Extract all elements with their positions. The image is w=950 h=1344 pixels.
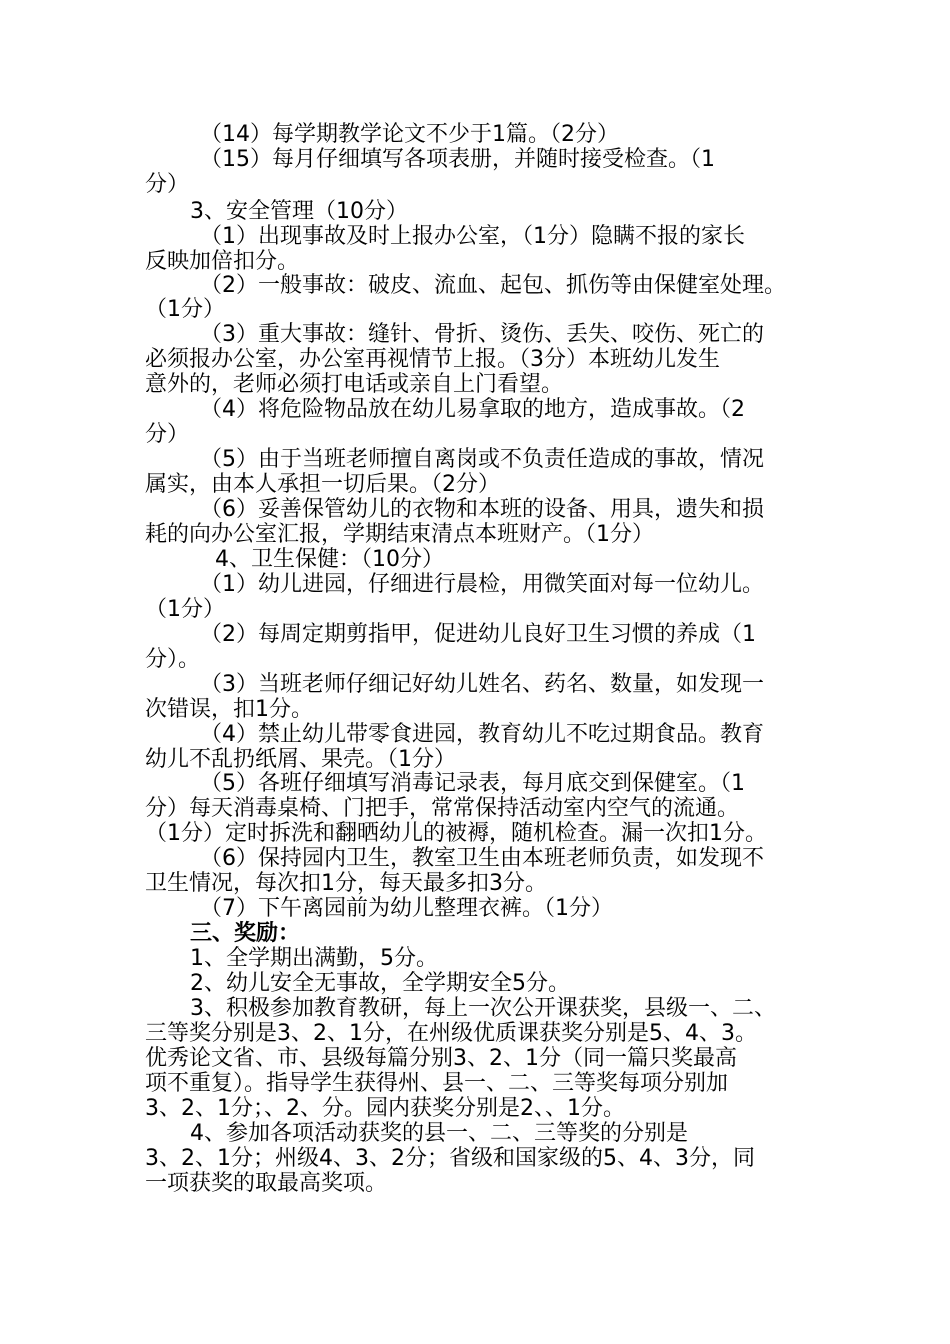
text-line: 卫生情况，每次扣1分，每天最多扣3分。 (145, 871, 547, 896)
text-line: 耗的向办公室汇报，学期结束清点本班财产。（1分） (145, 522, 654, 547)
text-line: （1分） (145, 297, 225, 322)
text-line: （5）由于当班老师擅自离岗或不负责任造成的事故，情况 (200, 447, 764, 472)
text-line: 3、积极参加教育教研，每上一次公开课获奖，县级一、二、 (190, 996, 776, 1021)
text-line: 三等奖分别是3、2、1分，在州级优质课获奖分别是5、4、3。 (145, 1021, 757, 1046)
section-heading: 4、卫生保健：（10分） (215, 547, 444, 572)
text-line: （7）下午离园前为幼儿整理衣裤。（1分） (200, 896, 613, 921)
text-line: 必须报办公室，办公室再视情节上报。（3分）本班幼儿发生 (145, 347, 720, 372)
text-line: 3、2、1分；、2、分。园内获奖分别是2、、1分。 (145, 1096, 625, 1121)
text-line: （5）各班仔细填写消毒记录表，每月底交到保健室。（1 (200, 771, 745, 796)
text-line: 3、2、1分；州级4、3、2分；省级和国家级的5、4、3分，同 (145, 1146, 755, 1171)
text-line: 2、幼儿安全无事故，全学期安全5分。 (190, 971, 570, 996)
text-line: 4、参加各项活动获奖的县一、二、三等奖的分别是 (190, 1121, 688, 1146)
text-line: （2）一般事故：破皮、流血、起包、抓伤等由保健室处理。 (200, 273, 786, 298)
text-line: 次错误，扣1分。 (145, 697, 313, 722)
text-line: 分） (145, 172, 190, 197)
text-line: （3）重大事故：缝针、骨折、烫伤、丢失、咬伤、死亡的 (200, 322, 764, 347)
text-line: 项不重复）。指导学生获得州、县一、二、三等奖每项分别加 (145, 1071, 729, 1096)
text-line: 一项获奖的取最高奖项。 (145, 1171, 388, 1196)
text-line: 分）每天消毒桌椅、门把手，常常保持活动室内空气的流通。 (145, 796, 740, 821)
text-line: 意外的，老师必须打电话或亲自上门看望。 (145, 372, 564, 397)
text-line: （4）禁止幼儿带零食进园，教育幼儿不吃过期食品。教育 (200, 722, 764, 747)
text-line: （1分）定时拆洗和翻晒幼儿的被褥，随机检查。漏一次扣1分。 (145, 821, 767, 846)
text-line: （6）妥善保管幼儿的衣物和本班的设备、用具，遗失和损 (200, 497, 764, 522)
text-line: （4）将危险物品放在幼儿易拿取的地方，造成事故。（2 (200, 397, 745, 422)
section-heading: 3、安全管理（10分） (190, 199, 408, 224)
text-line: （3）当班老师仔细记好幼儿姓名、药名、数量，如发现一 (200, 672, 764, 697)
text-line: （6）保持园内卫生，教室卫生由本班老师负责，如发现不 (200, 846, 764, 871)
text-line: 1、全学期出满勤，5分。 (190, 946, 438, 971)
text-line: 幼儿不乱扔纸屑、果壳。（1分） (145, 747, 456, 772)
text-line: （1）幼儿进园，仔细进行晨检，用微笑面对每一位幼儿。 (200, 572, 764, 597)
text-line: 分） (145, 422, 190, 447)
text-line: （1分） (145, 597, 225, 622)
text-line: 分）。 (145, 647, 201, 672)
text-line: （14）每学期教学论文不少于1篇。（2分） (200, 122, 619, 147)
text-line: （15）每月仔细填写各项表册，并随时接受检查。（1 (200, 147, 715, 172)
text-line: 优秀论文省、市、县级每篇分别3、2、1分（同一篇只奖最高 (145, 1046, 737, 1071)
text-line: （2）每周定期剪指甲，促进幼儿良好卫生习惯的养成（1 (200, 622, 756, 647)
section-heading-rewards: 三、奖励： (190, 921, 301, 946)
text-line: 反映加倍扣分。 (145, 249, 300, 274)
text-line: 属实，由本人承担一切后果。（2分） (145, 472, 500, 497)
text-line: （1）出现事故及时上报办公室，（1分）隐瞒不报的家长 (200, 224, 745, 249)
